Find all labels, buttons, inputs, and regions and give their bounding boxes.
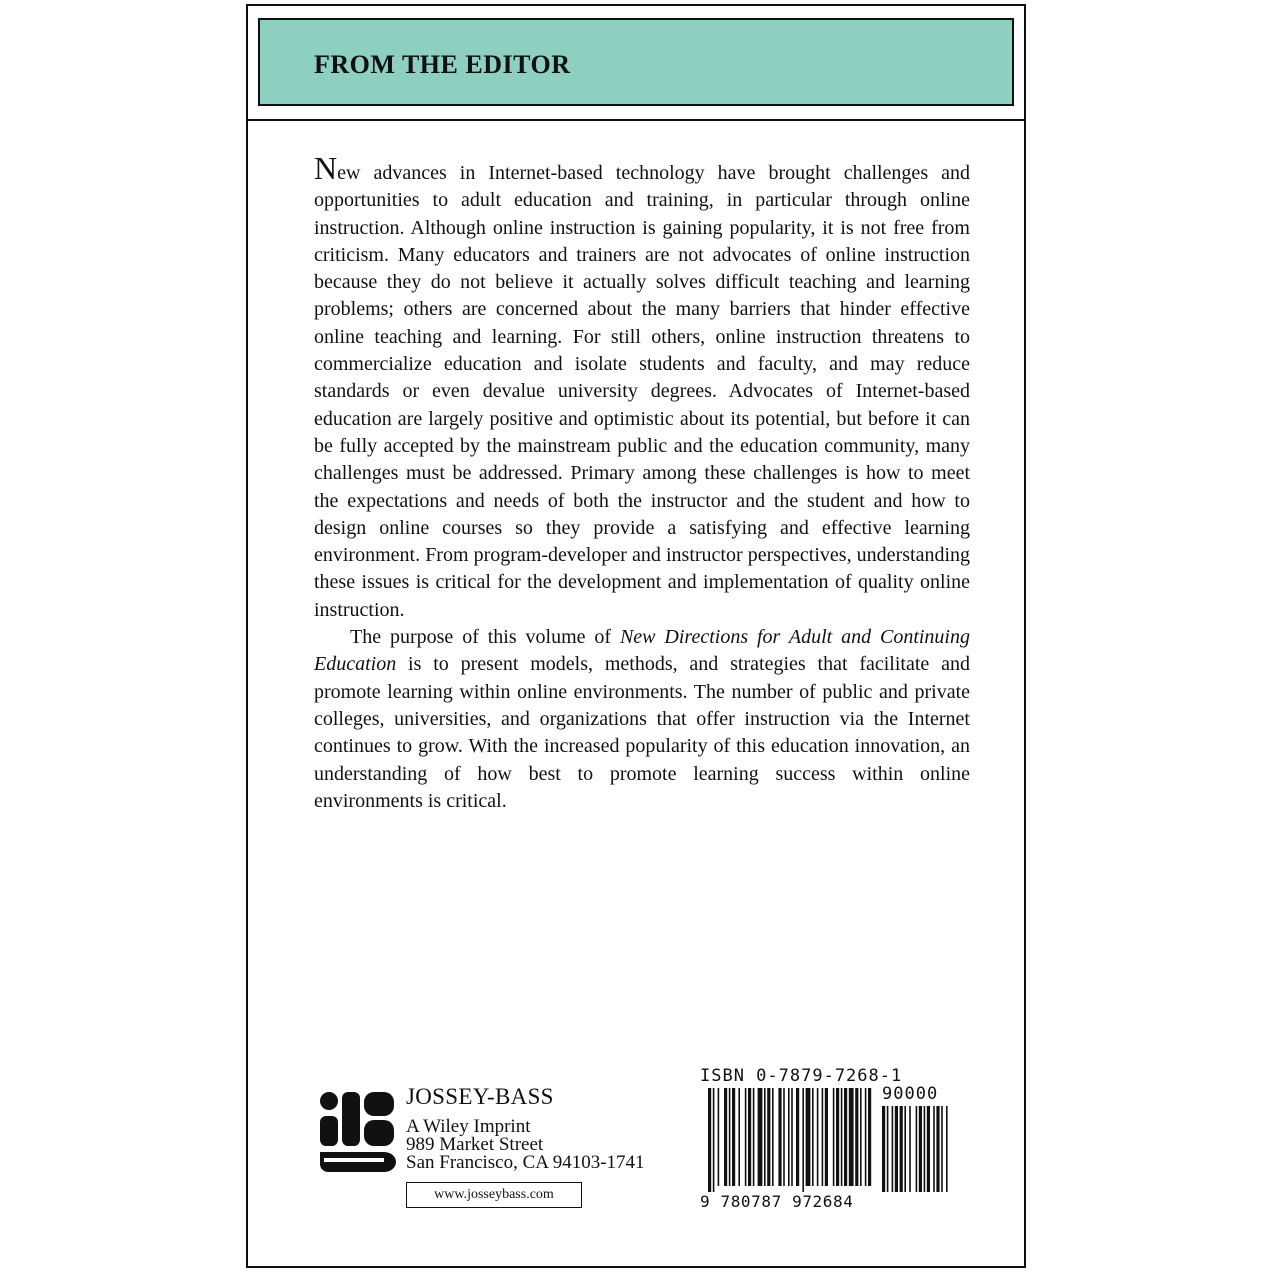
barcode-bar (745, 1088, 747, 1186)
addon-bar (946, 1106, 948, 1192)
paragraph-2-end: is to present models, methods, and strategies that facilitate and promote learning within online environments. The number of public and private colleges, universities, and organizations that offer instruction via the Internet continues to grow. With the increased popularity of this education innovation, an understanding of how best to promote learning success within online environments is critical. (314, 653, 970, 812)
back-cover (246, 4, 1026, 1268)
publisher-url-link[interactable]: www.josseybass.com (406, 1182, 582, 1208)
addon-bar (936, 1106, 939, 1192)
publisher-name: JOSSEY-BASS (406, 1084, 554, 1109)
barcode-bar (748, 1088, 751, 1186)
barcode-bar (753, 1088, 755, 1186)
addon-number: 90000 (882, 1084, 939, 1104)
barcode-bar (796, 1088, 799, 1186)
barcode-bar (806, 1088, 811, 1186)
paragraph-1-text: ew advances in Internet-based technology have brought challenges and opportunities to adult education and training, in particular through online instruction. Although online instruction is gaining popularity, it is not free from criticism. Many educators and trainers are not advocates of online instruction because they do not believe it actually solves difficult teaching and learning problems; others are concerned about the many barriers that hinder effective online teaching and learning. For still others, online instruction threatens to commercialize education and isolate students and faculty, and may reduce standards or even devalue university degrees. Advocates of Internet-based education are largely positive and optimistic about its potential, but before it can be fully accepted by the mainstream public and the education community, many challenges must be addressed. Primary among these challenges is how to meet the expectations and needs of both the instructor and the student and how to design online courses so they provide a satisfying and effective learning environment. From program-developer and instructor perspectives, understanding these issues is critical for the development and implementation of quality online instruction. (314, 162, 970, 621)
paragraph-1 (314, 150, 970, 624)
barcode-bar (718, 1088, 720, 1186)
publisher-imprint: A Wiley Imprint (406, 1116, 531, 1137)
barcode-bar (860, 1088, 862, 1186)
publisher-block (318, 1084, 698, 1214)
addon-bar (909, 1106, 911, 1192)
barcode-bar (724, 1088, 727, 1186)
ean-number: 9 780787 972684 (700, 1192, 854, 1211)
barcode-bar (833, 1088, 835, 1186)
header-divider (248, 119, 1024, 121)
barcode-bar (836, 1088, 839, 1186)
addon-bar (919, 1106, 922, 1192)
barcode-bar (844, 1088, 847, 1186)
publisher-city: San Francisco, CA 94103-1741 (406, 1152, 645, 1173)
barcode-bar (849, 1088, 854, 1186)
barcode-bar (791, 1088, 793, 1186)
drop-cap: N (314, 150, 338, 186)
barcode-bar (841, 1088, 843, 1186)
barcode-icon (700, 1088, 966, 1192)
barcode-bar (738, 1088, 740, 1186)
isbn-label: ISBN 0-7879-7268-1 (700, 1066, 903, 1086)
series-title: New Directions for Adult and Continuing Education (314, 626, 970, 676)
addon-bar (941, 1106, 943, 1192)
barcode-bar (772, 1088, 774, 1186)
addon-bar (887, 1106, 889, 1192)
barcode-bar (764, 1088, 766, 1186)
barcode-bar (758, 1088, 763, 1186)
publisher-street: 989 Market Street (406, 1134, 544, 1155)
barcode-bar (729, 1088, 731, 1186)
paragraph-2 (314, 624, 970, 815)
barcode-bar (817, 1088, 819, 1186)
barcode-bar (788, 1088, 790, 1186)
barcode-bar (713, 1088, 715, 1192)
addon-bar (933, 1106, 935, 1192)
addon-bar (904, 1106, 906, 1192)
barcode-bar (865, 1088, 867, 1186)
barcode-bar (802, 1088, 804, 1192)
paragraph-2-start: The purpose of this volume of (350, 626, 620, 649)
jossey-bass-logo-icon (318, 1090, 396, 1174)
header-band (258, 18, 1014, 106)
barcode-bar (812, 1088, 814, 1186)
addon-bar (895, 1106, 898, 1192)
barcode-bar (783, 1088, 785, 1186)
barcode-bar (732, 1088, 735, 1186)
barcode-block (700, 1066, 966, 1216)
addon-bar (892, 1106, 894, 1192)
barcode-bar (868, 1088, 871, 1186)
addon-bar (882, 1106, 885, 1192)
addon-bar (927, 1106, 930, 1192)
addon-bar (924, 1106, 926, 1192)
barcode-bar (767, 1088, 770, 1186)
barcode-bar (708, 1088, 711, 1192)
addon-bar (916, 1106, 918, 1192)
barcode-bar (825, 1088, 828, 1186)
barcode-bar (855, 1088, 858, 1186)
editor-text (314, 150, 970, 815)
barcode-bar (778, 1088, 781, 1186)
page-title: FROM THE EDITOR (314, 50, 571, 79)
barcode-bar (822, 1088, 824, 1186)
addon-bar (900, 1106, 903, 1192)
